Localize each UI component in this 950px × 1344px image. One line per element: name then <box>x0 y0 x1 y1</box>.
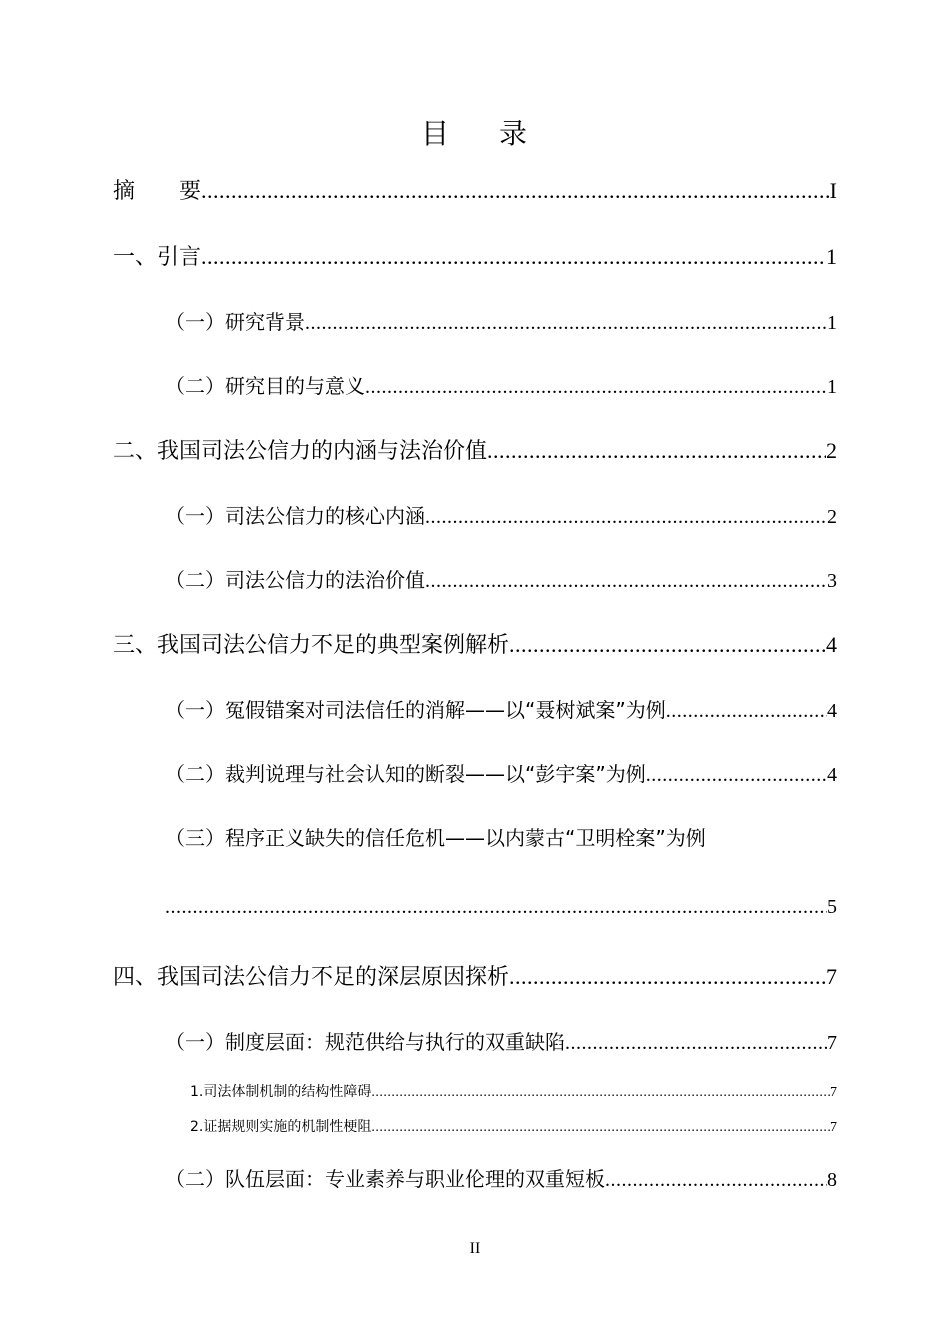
toc-entry-peng-yu-case[interactable] <box>165 758 837 787</box>
toc-entry-label: 2.证据规则实施的机制性梗阻 <box>190 1119 372 1135</box>
toc-entry-page: 7 <box>830 1085 837 1100</box>
toc-entry-evidence-rules[interactable] <box>190 1116 837 1136</box>
toc-entry-label: （一）司法公信力的核心内涵 <box>165 504 425 528</box>
toc-entry-research-purpose[interactable] <box>165 370 837 399</box>
toc-entry-label: 一、引言 <box>113 245 202 270</box>
toc-entry-label: 四、我国司法公信力不足的深层原因探析 <box>113 965 510 990</box>
toc-entry-page: 8 <box>827 1169 837 1191</box>
toc-entry-page: 4 <box>826 632 837 657</box>
toc-leader-dots <box>371 1120 830 1136</box>
toc-leader-dots <box>509 632 826 658</box>
toc-entry-institutional-level[interactable] <box>165 1026 837 1055</box>
toc-entry-nie-shubin-case[interactable] <box>165 694 837 723</box>
toc-entry-page: 1 <box>827 312 837 334</box>
toc-entry-rule-of-law-value[interactable] <box>165 564 837 593</box>
toc-entry-structural-obstacles[interactable] <box>190 1081 837 1101</box>
toc-entry-page: 7 <box>826 964 837 989</box>
toc-entry-page: 5 <box>827 896 837 918</box>
toc-entry-introduction[interactable] <box>113 240 837 271</box>
toc-entry-page: 1 <box>827 376 837 398</box>
toc-entry-label: 二、我国司法公信力的内涵与法治价值 <box>113 439 488 464</box>
toc-leader-dots <box>565 1032 827 1055</box>
toc-entry-label: （二）司法公信力的法治价值 <box>165 568 425 592</box>
toc-entry-page: 4 <box>827 700 837 722</box>
toc-leader-dots <box>425 570 827 593</box>
toc-leader-dots <box>365 376 827 399</box>
toc-leader-dots <box>165 896 827 919</box>
toc-leader-dots <box>487 438 826 464</box>
toc-leader-dots <box>305 312 827 335</box>
toc-entry-wei-mingshuan-case-label[interactable]: （三）程序正义缺失的信任危机——以内蒙古“卫明栓案”为例 <box>165 826 706 850</box>
toc-entry-page: 1 <box>826 244 837 269</box>
toc-entry-personnel-level[interactable] <box>165 1163 837 1192</box>
toc-entry-page: 4 <box>827 764 837 786</box>
toc-entry-page: 2 <box>827 506 837 528</box>
toc-entry-abstract[interactable] <box>113 174 837 205</box>
toc-leader-dots <box>201 244 826 270</box>
toc-entry-label: 摘 要 <box>113 179 202 204</box>
toc-entry-page: 2 <box>826 438 837 463</box>
toc-leader-dots <box>425 506 827 529</box>
toc-entry-label: （一）冤假错案对司法信任的消解——以“聂树斌案”为例 <box>165 698 666 722</box>
toc-leader-dots <box>646 764 827 787</box>
toc-leader-dots <box>509 964 826 990</box>
toc-entry-page: 7 <box>827 1032 837 1054</box>
toc-leader-dots <box>201 178 830 204</box>
toc-entry-label: （二）队伍层面：专业素养与职业伦理的双重短板 <box>165 1167 605 1191</box>
toc-entry-page: 7 <box>830 1120 837 1135</box>
toc-leader-dots <box>605 1169 827 1192</box>
page-number: II <box>469 1240 481 1257</box>
toc-entry-core-meaning[interactable] <box>165 500 837 529</box>
toc-entry-label: （一）制度层面：规范供给与执行的双重缺陷 <box>165 1030 565 1054</box>
toc-entry-page: I <box>829 178 837 203</box>
page-title: 目 录 <box>420 117 530 150</box>
toc-leader-dots <box>371 1085 830 1101</box>
toc-entry-label: （一）研究背景 <box>165 310 305 334</box>
toc-entry-page: 3 <box>827 570 837 592</box>
toc-entry-wei-mingshuan-case[interactable] <box>165 896 837 919</box>
toc-entry-label: 三、我国司法公信力不足的典型案例解析 <box>113 633 510 658</box>
toc-entry-chapter-3[interactable] <box>113 628 837 659</box>
toc-leader-dots <box>666 700 827 723</box>
toc-entry-label: 1.司法体制机制的结构性障碍 <box>190 1084 372 1100</box>
toc-entry-chapter-4[interactable] <box>113 960 837 991</box>
toc-entry-research-background[interactable] <box>165 306 837 335</box>
toc-entry-label: （二）裁判说理与社会认知的断裂——以“彭宇案”为例 <box>165 762 646 786</box>
toc-entry-chapter-2[interactable] <box>113 434 837 465</box>
toc-entry-label: （二）研究目的与意义 <box>165 374 365 398</box>
